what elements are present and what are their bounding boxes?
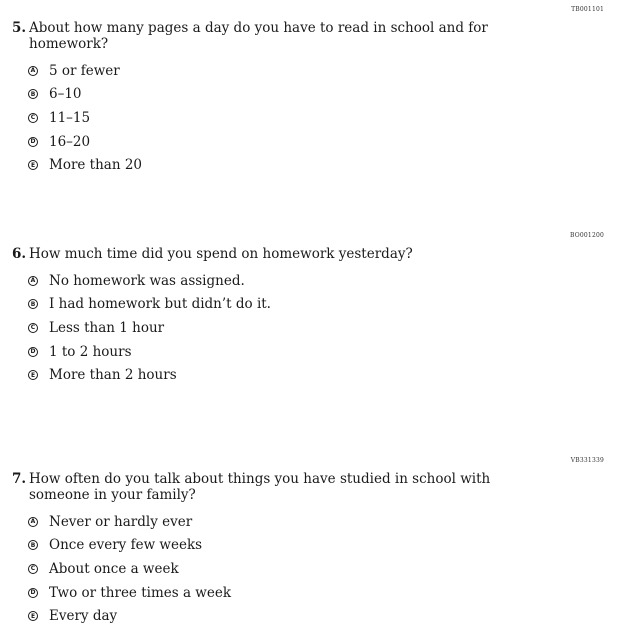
option-label: More than 20 [49, 157, 143, 174]
question-text: About how many pages a day do you have to read in school and for homework? [29, 20, 488, 52]
option-label: Less than 1 hour [49, 319, 165, 336]
option-a[interactable] [28, 59, 608, 83]
option-e[interactable] [28, 604, 608, 628]
answer-bubble-icon[interactable]: E [28, 611, 38, 621]
answer-bubble-icon[interactable]: B [28, 540, 38, 550]
option-b[interactable] [28, 534, 608, 558]
option-a[interactable] [28, 510, 608, 534]
option-c[interactable] [28, 557, 608, 581]
option-label: About once a week [49, 560, 179, 577]
question-6 [12, 232, 608, 387]
question-code: TB001101 [571, 6, 604, 13]
answer-bubble-icon[interactable]: E [28, 370, 38, 380]
answer-bubble-icon[interactable]: A [28, 66, 38, 76]
question-7 [12, 457, 608, 628]
question-text: How much time did you spend on homework yesterday? [29, 246, 413, 262]
option-d[interactable] [28, 340, 608, 364]
question-stem [12, 471, 608, 503]
answer-bubble-icon[interactable]: C [28, 323, 38, 333]
option-c[interactable] [28, 316, 608, 340]
option-e[interactable] [28, 153, 608, 177]
answer-bubble-icon[interactable]: B [28, 89, 38, 99]
answer-bubble-icon[interactable]: E [28, 160, 38, 170]
option-label: No homework was assigned. [49, 272, 245, 289]
answer-options [28, 510, 608, 628]
answer-bubble-icon[interactable]: B [28, 299, 38, 309]
option-b[interactable] [28, 293, 608, 317]
answer-bubble-icon[interactable]: A [28, 276, 38, 286]
option-label: 5 or fewer [49, 62, 120, 79]
answer-bubble-icon[interactable]: C [28, 564, 38, 574]
option-label: 1 to 2 hours [49, 343, 132, 360]
option-label: Every day [49, 608, 118, 625]
option-b[interactable] [28, 83, 608, 107]
option-label: Two or three times a week [49, 584, 232, 601]
question-number: 5. [12, 20, 27, 36]
answer-bubble-icon[interactable]: C [28, 113, 38, 123]
question-text: How often do you talk about things you have studied in school with someone in your family? [29, 471, 491, 503]
option-label: 16–20 [49, 133, 91, 150]
question-number: 6. [12, 246, 27, 262]
option-d[interactable] [28, 130, 608, 154]
question-5 [12, 6, 608, 177]
option-label: Never or hardly ever [49, 513, 193, 530]
answer-bubble-icon[interactable]: A [28, 517, 38, 527]
option-a[interactable] [28, 269, 608, 293]
question-code: VB331339 [570, 457, 604, 464]
question-stem [12, 246, 608, 262]
option-label: Once every few weeks [49, 537, 203, 554]
option-label: 11–15 [49, 109, 91, 126]
option-label: More than 2 hours [49, 367, 177, 384]
option-c[interactable] [28, 106, 608, 130]
option-e[interactable] [28, 363, 608, 387]
question-stem [12, 20, 608, 52]
answer-options [28, 269, 608, 387]
answer-bubble-icon[interactable]: D [28, 588, 38, 598]
answer-bubble-icon[interactable]: D [28, 137, 38, 147]
option-d[interactable] [28, 581, 608, 605]
question-number: 7. [12, 471, 27, 487]
option-label: I had homework but didn’t do it. [49, 296, 271, 313]
question-code: BO001200 [570, 232, 604, 239]
option-label: 6–10 [49, 86, 82, 103]
answer-bubble-icon[interactable]: D [28, 347, 38, 357]
answer-options [28, 59, 608, 177]
